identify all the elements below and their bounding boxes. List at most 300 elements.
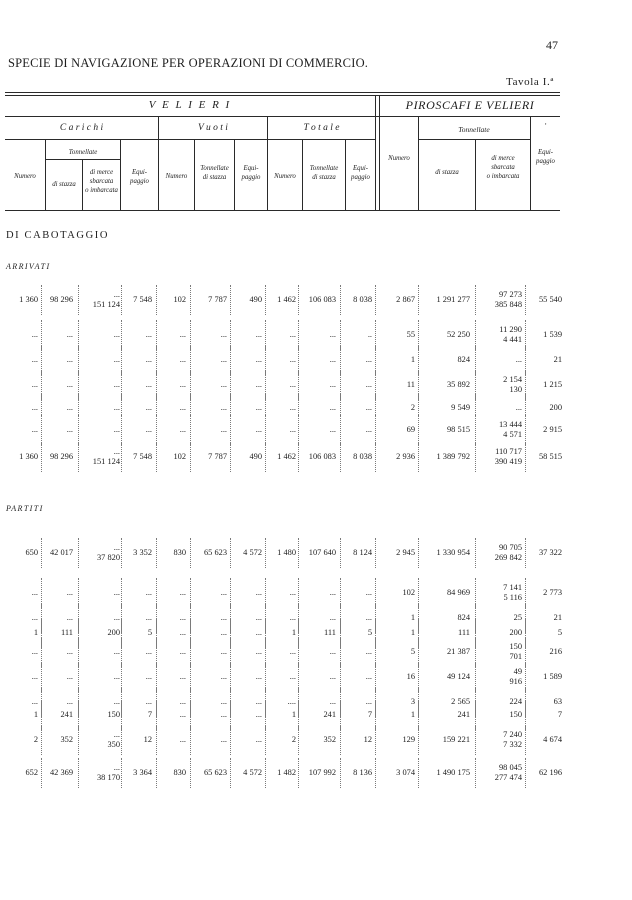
table-cell: ... [329,380,336,389]
column-divider [298,415,299,445]
vuoti-heading: V u o t i [198,123,228,133]
table-cell: 55 [406,330,415,339]
table-cell: 650 [25,548,38,557]
table-cell: ... [220,588,227,597]
table-cell-line: 110 717 [495,447,522,456]
table-cell: 2 867 [396,295,415,304]
equipaggio-vuoti-line-2: paggio [241,174,261,182]
table-cell: ... [255,330,262,339]
table-cell: 7 [367,710,372,719]
table-cell: ... [145,697,152,706]
header-rule-main-split [375,96,376,211]
table-cell: 1 [410,710,415,719]
table-cell: 150 [107,710,120,719]
table-cell: 49 124 [446,672,470,681]
table-cell: ... [31,672,38,681]
column-divider [375,442,376,472]
column-divider [230,725,231,755]
column-divider [41,758,42,788]
table-cell: 98 296 [49,295,73,304]
table-cell: 111 [458,628,470,637]
table-cell: ... [31,425,38,434]
table-row [0,538,632,568]
equipaggio-vuoti-line-1: Equi- [243,165,259,172]
table-cell [509,710,522,720]
table-cell [516,403,522,413]
table-cell: 200 [549,403,562,412]
table-cell: ... [289,425,296,434]
column-divider [375,758,376,788]
merce-carichi-label [83,168,120,196]
table-cell: 159 221 [442,735,470,744]
table-cell: 1 482 [277,768,296,777]
table-cell-line: 701 [509,652,522,661]
table-cell: ... [66,697,73,706]
table-cell: 52 250 [446,330,470,339]
table-cell [495,763,522,783]
tonnellate-totale-line-2: di stazza [312,174,336,182]
table-cell: 1 539 [543,330,562,339]
table-cell: ... [289,647,296,656]
header-rule-bottom [5,210,560,211]
table-cell: 11 [406,380,415,389]
column-divider [340,725,341,755]
table-cell: ... [113,697,120,706]
column-divider [41,725,42,755]
column-divider [190,415,191,445]
piroscafi-velieri-heading: PIROSCAFI E VELIERI [405,98,535,112]
table-cell: ... [365,403,372,412]
table-cell: 63 [553,697,562,706]
column-divider [418,415,419,445]
table-cell [499,420,522,440]
table-cell: ... [255,647,262,656]
table-cell: ... [145,403,152,412]
table-cell [495,447,522,467]
table-cell: ... [145,588,152,597]
table-cell: 1 [410,613,415,622]
table-cell: 4 572 [243,548,262,557]
table-cell [503,730,522,750]
table-cell: 352 [60,735,73,744]
equipaggio-totale-line-1: Equi- [352,165,369,172]
table-cell: 111 [324,628,336,637]
page-title: SPECIE DI NAVIGAZIONE PER OPERAZIONI DI COMMERCIO. [8,56,369,70]
table-cell: 830 [173,548,186,557]
table-cell [516,355,522,365]
column-divider [121,285,122,315]
table-cell-line: ... [113,543,120,552]
table-cell: 1 480 [277,548,296,557]
table-row [0,442,632,472]
table-cell: ... [179,697,186,706]
table-cell: 98 296 [49,452,73,461]
table-cell: ... [66,613,73,622]
table-cell: ... [179,425,186,434]
table-cell: ... [179,588,186,597]
page-number: 47 [546,38,558,52]
table-row [0,758,632,788]
table-cell: 35 892 [446,380,470,389]
table-cell: 1 490 175 [436,768,470,777]
column-divider [475,442,476,472]
table-cell-line: 49 [513,667,522,676]
table-cell: ... [255,355,262,364]
table-cell: ... [31,330,38,339]
table-cell: 106 083 [308,295,336,304]
table-cell: ... [365,613,372,622]
table-cell: 1 330 954 [436,548,470,557]
table-label: Tavola I.ª [506,76,554,88]
table-cell: ... [31,355,38,364]
table-cell: 1 [291,628,296,637]
table-cell: 7 [557,710,562,719]
stazza-pv-label: di stazza [435,169,459,176]
table-cell: 7 787 [208,295,227,304]
table-cell: ... [113,380,120,389]
table-cell: ... [31,403,38,412]
table-cell: ... [66,330,73,339]
table-cell: ... [329,697,336,706]
table-cell-line: 151 124 [92,457,120,466]
table-cell: .... [287,697,296,706]
table-cell: 65 623 [203,768,227,777]
table-cell: ... [179,403,186,412]
column-divider [230,538,231,568]
table-cell: 21 [553,613,562,622]
column-divider [525,285,526,315]
table-cell: 1 [291,710,296,719]
table-cell: 2 [33,735,38,744]
table-cell: ... [220,710,227,719]
table-cell: ... [145,672,152,681]
table-cell-line: 7 141 [503,583,522,592]
table-row [0,285,632,315]
column-divider [78,442,79,472]
table-cell: ... [179,710,186,719]
merce-carichi-line-2: sbarcata [89,178,114,186]
column-divider [375,538,376,568]
table-cell: ... [179,613,186,622]
table-cell: ... [365,355,372,364]
table-cell: ... [220,403,227,412]
table-cell: ... [113,425,120,434]
column-divider [190,285,191,315]
table-cell: 4 572 [243,768,262,777]
column-divider [298,725,299,755]
table-cell: 7 787 [208,452,227,461]
column-divider [41,538,42,568]
table-cell [495,290,522,310]
table-cell-line: 97 273 [498,290,522,299]
table-cell: ... [113,647,120,656]
table-cell: ... [329,403,336,412]
table-cell: 652 [25,768,38,777]
column-divider [121,415,122,445]
column-divider [298,285,299,315]
equipaggio-carichi-label [121,168,158,186]
table-cell: 3 364 [133,768,152,777]
table-cell: ... [31,613,38,622]
table-cell: ... [220,672,227,681]
table-cell: ... [255,697,262,706]
table-cell: ... [220,355,227,364]
table-cell-line: 4 441 [503,335,522,344]
table-cell: 69 [406,425,415,434]
table-cell: 2 936 [396,452,415,461]
table-cell: 9 549 [451,403,470,412]
table-cell-line: 150 [509,642,522,651]
table-cell: ... [179,330,186,339]
column-divider [340,442,341,472]
table-cell [495,543,522,563]
header-mark: · [544,119,547,129]
column-divider [525,415,526,445]
table-cell: ... [66,425,73,434]
column-divider [78,415,79,445]
column-divider [475,415,476,445]
merce-pv-line-3: o imbarcata [486,173,520,181]
column-divider [265,758,266,788]
equipaggio-carichi-line-1: Equi- [131,169,148,176]
table-cell: ... [220,647,227,656]
table-cell: 102 [173,295,186,304]
table-cell: ... [289,613,296,622]
table-cell: ... [289,355,296,364]
table-cell: ... [66,380,73,389]
table-cell: 55 540 [538,295,562,304]
table-cell: ... [145,647,152,656]
table-cell: 5 [367,628,372,637]
table-cell-line: 916 [509,677,522,686]
table-cell [93,447,120,467]
column-divider [475,758,476,788]
table-cell [503,375,522,395]
header-rule-top [5,92,560,93]
table-cell [499,325,522,345]
table-cell: ... [31,380,38,389]
table-cell: 2 915 [543,425,562,434]
table-cell: 5 [557,628,562,637]
table-cell: ... [329,330,336,339]
merce-pv-line-2: sbarcata [491,164,515,172]
table-cell: ... [220,628,227,637]
column-divider [418,442,419,472]
table-cell: ... [113,355,120,364]
table-cell: ... [365,425,372,434]
column-divider [121,442,122,472]
table-cell-line: ... [113,763,120,772]
table-cell: 65 623 [203,548,227,557]
table-cell: 107 992 [308,768,336,777]
table-cell: ... [145,330,152,339]
table-cell: ... [255,735,262,744]
column-divider [475,725,476,755]
column-divider [375,725,376,755]
column-divider [418,285,419,315]
table-cell: ... [289,672,296,681]
equipaggio-pv-line-1: Equi- [537,149,554,156]
table-cell: 1 462 [277,452,296,461]
column-divider [265,415,266,445]
table-cell: ... [179,647,186,656]
table-cell-line: ... [113,730,120,739]
table-cell: 1 215 [543,380,562,389]
numero-totale-label: Numero [274,173,296,180]
table-cell-line: 4 571 [503,430,522,439]
table-cell: ... [66,672,73,681]
table-cell: ... [329,613,336,622]
table-cell: .. [367,330,372,339]
table-cell: 5 [410,647,415,656]
table-cell: ... [289,403,296,412]
column-divider [418,538,419,568]
table-cell: 4 674 [543,735,562,744]
table-cell: ... [179,355,186,364]
cabotaggio-heading: DI CABOTAGGIO [6,230,110,241]
column-divider [265,442,266,472]
tonnellate-pv-heading: Tonnellate [458,125,490,134]
column-divider [156,758,157,788]
column-divider [190,725,191,755]
table-cell: 2 565 [451,697,470,706]
table-cell: 7 [147,710,152,719]
table-cell: 216 [549,647,562,656]
table-cell: 824 [457,355,470,364]
column-divider [78,285,79,315]
equipaggio-pv-label [531,148,560,166]
column-divider [525,538,526,568]
table-cell: 62 196 [538,768,562,777]
header-rule-groups [5,116,560,117]
table-cell: 98 515 [446,425,470,434]
column-divider [41,415,42,445]
table-cell [97,543,120,563]
table-cell-line: 37 820 [96,553,120,562]
table-cell: 2 773 [543,588,562,597]
totale-heading: T o t a l e [303,123,340,133]
table-cell [503,583,522,603]
table-cell: 106 083 [308,452,336,461]
table-cell-line: 200 [509,628,522,637]
table-cell: ... [31,697,38,706]
column-divider [190,442,191,472]
table-cell-line: 25 [513,613,522,622]
table-cell: ... [255,588,262,597]
tonnellate-vuoti-line-1: Tonnellate [200,165,229,172]
table-cell: 1 589 [543,672,562,681]
table-cell: ... [220,330,227,339]
table-cell: ... [179,672,186,681]
column-divider [525,758,526,788]
arrivati-heading: ARRIVATI [6,262,51,271]
equipaggio-totale-label [346,164,375,182]
table-cell: 8 124 [353,548,372,557]
table-cell: 1 360 [19,452,38,461]
table-cell-line: 390 419 [494,457,522,466]
column-divider [156,538,157,568]
table-header [5,92,560,211]
table-cell: ... [220,380,227,389]
header-rule-subgroups [5,139,375,140]
table-cell-line: 385 848 [494,300,522,309]
table-cell: ... [179,735,186,744]
tonnellate-totale-line-1: Tonnellate [309,165,339,172]
table-cell: 129 [402,735,415,744]
table-cell: 84 969 [446,588,470,597]
table-cell: 8 038 [353,295,372,304]
table-cell: ... [179,628,186,637]
table-cell: ... [255,380,262,389]
table-cell: 2 945 [396,548,415,557]
table-cell: ... [329,588,336,597]
table-cell: 3 074 [396,768,415,777]
table-cell: 111 [61,628,73,637]
table-cell: 1 389 792 [436,452,470,461]
table-cell [509,667,522,687]
table-cell-line: 7 332 [503,740,522,749]
column-divider [525,725,526,755]
table-cell: 241 [323,710,336,719]
column-divider [340,415,341,445]
table-cell: ... [113,403,120,412]
table-cell: 2 [291,735,296,744]
table-cell-line: 269 842 [494,553,522,562]
table-cell: ... [113,330,120,339]
table-cell: 107 640 [308,548,336,557]
table-cell-line: ... [515,403,522,412]
merce-pv-line-1: di merce [491,155,515,162]
numero-carichi-label: Numero [14,173,36,180]
table-cell: ... [255,672,262,681]
table-row [0,415,632,445]
column-divider [190,538,191,568]
equipaggio-carichi-line-2: paggio [130,178,149,186]
table-cell: 37 322 [538,548,562,557]
table-cell: ... [255,403,262,412]
table-cell: 58 515 [538,452,562,461]
table-cell: ... [113,613,120,622]
table-cell: 200 [107,628,120,637]
table-cell: ... [220,425,227,434]
column-divider [298,538,299,568]
column-divider [41,442,42,472]
table-cell-line: ... [113,447,120,456]
table-cell: ... [66,647,73,656]
table-cell-line: 98 045 [498,763,522,772]
table-cell: ... [179,380,186,389]
column-divider [418,725,419,755]
table-cell [93,290,120,310]
table-cell: 830 [173,768,186,777]
table-cell: 8 038 [353,452,372,461]
table-cell: 102 [402,588,415,597]
table-cell-line: 130 [509,385,522,394]
column-divider [340,538,341,568]
column-divider [298,442,299,472]
table-cell: ... [329,355,336,364]
table-cell: ... [66,403,73,412]
column-divider [265,285,266,315]
header-rule-top-double [5,95,560,96]
merce-pv-label [476,154,530,182]
table-cell: ... [289,588,296,597]
numero-pv-label: Numero [388,155,410,162]
table-cell [509,642,522,662]
table-cell: ... [365,588,372,597]
table-cell: 21 [553,355,562,364]
column-divider [265,725,266,755]
